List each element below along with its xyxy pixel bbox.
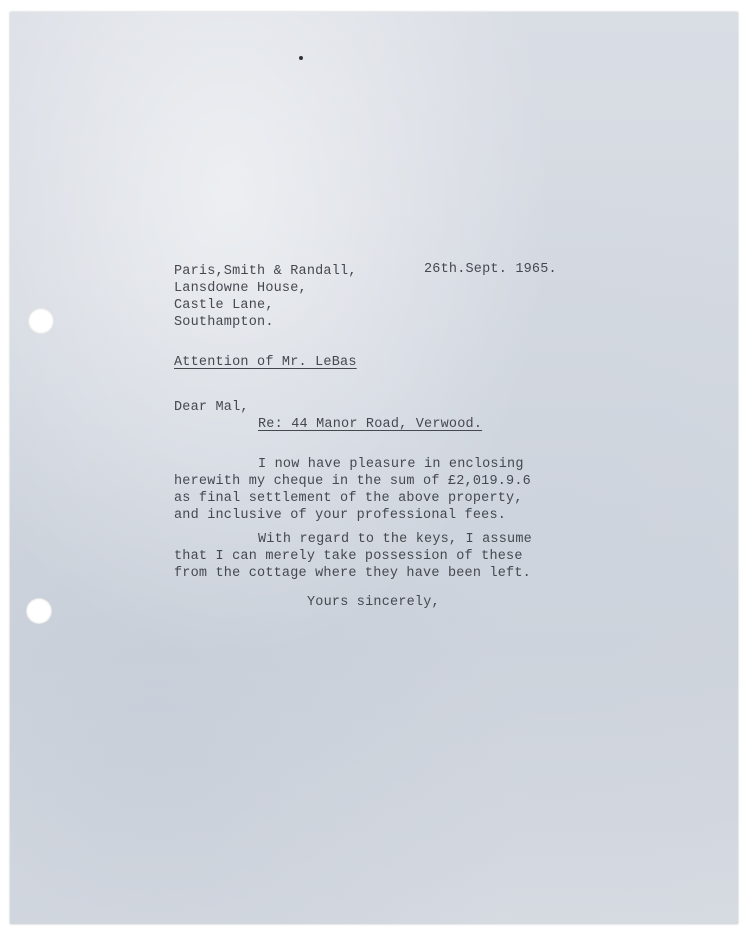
address-line-1: Lansdowne House,: [174, 281, 307, 296]
paragraph-2-line-2: that I can merely take possession of these: [174, 549, 523, 564]
subject-line: Re: 44 Manor Road, Verwood.: [258, 417, 483, 432]
address-line-3: Southampton.: [174, 315, 274, 330]
paragraph-2-line-1: With regard to the keys, I assume: [258, 532, 532, 547]
paragraph-2-line-3: from the cottage where they have been left.: [174, 566, 531, 581]
ink-speck: [299, 56, 303, 60]
paragraph-1-line-4: and inclusive of your professional fees.: [174, 508, 507, 523]
paragraph-1-line-2: herewith my cheque in the sum of £2,019.9.6: [174, 474, 531, 489]
paragraph-1-line-1: I now have pleasure in enclosing: [258, 457, 524, 472]
address-line-2: Castle Lane,: [174, 298, 274, 313]
letter-date: 26th.Sept. 1965.: [424, 262, 557, 277]
recipient-name: Paris,Smith & Randall,: [174, 264, 357, 279]
punch-hole-bottom: [26, 598, 52, 624]
punch-hole-top: [28, 308, 54, 334]
paragraph-1-line-3: as final settlement of the above property,: [174, 491, 523, 506]
closing: Yours sincerely,: [307, 595, 440, 610]
salutation: Dear Mal,: [174, 400, 249, 415]
attention-line: Attention of Mr. LeBas: [174, 355, 357, 370]
letter-page: [10, 12, 738, 924]
